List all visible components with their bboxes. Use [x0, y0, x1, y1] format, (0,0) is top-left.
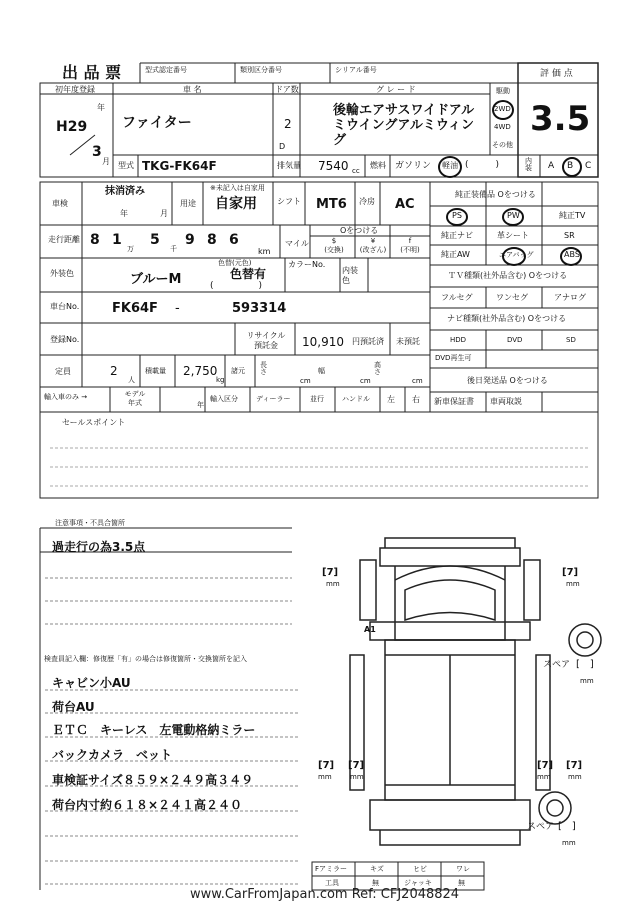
inspector-line-5: 車検証サイズ８５９×２４９高３４９ [52, 773, 254, 787]
color-no-label: カラーNo. [288, 260, 326, 269]
seats-label: 定員 [55, 367, 71, 376]
model-year-label: モデル 年式 [124, 390, 146, 407]
use-label: 用途 [180, 199, 196, 208]
length-cm: cm [300, 377, 311, 385]
import-parallel: 並行 [310, 395, 324, 403]
fuel-label: 燃料 [370, 161, 386, 170]
type-value: TKG-FK64F [142, 159, 217, 173]
tv-fullseg: フルセグ [441, 293, 473, 302]
nav-header: ナビ種類(社外品含む) Oをつける [447, 314, 567, 323]
tire-rl2-unit: mm [350, 773, 364, 781]
spare-bracket-1: [ ] [576, 659, 594, 670]
import-dealer: ディーラー [256, 395, 291, 403]
tire-rl1-unit: mm [318, 773, 332, 781]
inspector-line-6: 荷台内寸約６１８×２４１高２４０ [52, 798, 243, 812]
inspector-header: 検査員記入欄：修復歴「有」の場合は修復箇所・交換箇所を記入 [44, 655, 247, 663]
equip-sr: SR [564, 231, 575, 240]
interior-b: B [567, 161, 574, 171]
legend-jack: ジャッキ [404, 879, 432, 887]
spare-unit-2: mm [562, 839, 576, 847]
after-manual: 車両取説 [490, 397, 522, 406]
mileage-exchange: $ (交換) [324, 237, 344, 254]
drive-2wd: 2WD [494, 105, 511, 113]
sales-label: セールスポイント [62, 418, 126, 427]
mileage-digit-4: 9 [185, 232, 195, 248]
year-unit: 年 [97, 103, 105, 112]
fuel-selected: 軽油 [442, 161, 458, 170]
equip-abs: ABS [564, 250, 580, 259]
mileage-marking: Oをつける [340, 226, 379, 235]
shift-value: MT6 [316, 197, 347, 212]
interior-color-label: 内装 色 [342, 266, 358, 285]
legend-scratch: キズ [370, 865, 384, 873]
repaint-value: 色替有 [230, 267, 267, 281]
equip-tv: 純正TV [559, 211, 586, 220]
door-suffix: D [279, 142, 286, 151]
tire-fl: [7] [322, 567, 339, 578]
equip-ps: PS [452, 211, 462, 220]
after-warranty: 新車保証書 [434, 397, 474, 406]
import-label: 輸入車のみ → [44, 393, 88, 401]
tire-rl2: [7] [348, 760, 365, 771]
car-name-label: 車 名 [183, 85, 202, 94]
load-label: 積載量 [145, 367, 166, 375]
recycle-not: 未預託 [396, 337, 420, 346]
notes-header: 注意事項・不具合箇所 [55, 519, 125, 527]
interior-c: C [585, 161, 592, 171]
displacement-value: 7540 [318, 159, 349, 173]
mileage-digit-2: 1 [112, 232, 122, 248]
ac-label: 冷房 [359, 197, 375, 206]
equip-pw: PW [507, 211, 520, 220]
truck-diagram [350, 538, 601, 845]
mileage-km: km [258, 247, 271, 256]
seats-value: 2 [110, 364, 118, 378]
drive-label: 駆動 [496, 87, 510, 95]
model-cert-label: 型式認定番号 [145, 66, 187, 74]
legend-tools-value: 無 [372, 879, 379, 887]
seats-unit: 人 [128, 376, 135, 384]
dvd-label: DVD再生可 [435, 354, 472, 362]
handle-label: ハンドル [342, 395, 370, 403]
grade-value: 後輪エアサスワイドアルミウイングアルミウィング [333, 103, 475, 148]
equip-aw: 純正AW [441, 250, 470, 259]
width-label: 幅 [318, 367, 325, 375]
mileage-digit-5: 8 [207, 232, 217, 248]
repaint-paren: ( ) [210, 281, 263, 291]
tv-oneseg: ワンセグ [496, 293, 528, 302]
spare-unit-1: mm [580, 677, 594, 685]
tire-rr1-unit: mm [537, 773, 551, 781]
equip-ps-circle [446, 208, 468, 226]
displacement-unit: cc [352, 167, 360, 175]
legend-crack: ヒビ [413, 865, 427, 873]
equip-pw-circle [502, 208, 524, 226]
footer-watermark: www.CarFromJapan.com Ref: CFJ2048824 [190, 887, 460, 902]
use-value: 自家用 [215, 196, 257, 212]
tv-header: ＴＶ種類(社外品含む) Oをつける [448, 271, 568, 280]
grade-label: グ レ ー ド [376, 85, 416, 94]
first-reg-year: H29 [56, 119, 88, 135]
mileage-unknown: f (不明) [400, 237, 420, 254]
equip-leather: 革シート [497, 231, 529, 240]
doors-label: ドア数 [275, 85, 299, 94]
height-label: 高さ [374, 361, 381, 376]
import-year-unit: 年 [197, 401, 204, 409]
nav-dvd: DVD [507, 336, 523, 344]
equip-abs-circle [560, 247, 582, 266]
registration-label: 登録No. [50, 335, 80, 344]
inspector-line-2: 荷台AU [52, 700, 95, 714]
chassis-dash: - [175, 301, 180, 316]
tire-fl-unit: mm [326, 580, 340, 588]
car-name: ファイター [122, 115, 192, 131]
chassis-label: 車台No. [50, 302, 80, 311]
recycle-value: 10,910 [302, 335, 344, 349]
nav-sd: SD [566, 336, 576, 344]
ac-value: AC [395, 197, 415, 212]
tire-rr2-unit: mm [568, 773, 582, 781]
sheet-title: 出 品 票 [62, 63, 122, 82]
recycle-done: 円預託済 [352, 337, 384, 346]
shift-label: シフト [277, 197, 301, 206]
mileage-mile: マイル [285, 239, 309, 248]
legend-break: ワレ [456, 865, 470, 873]
tv-analog: アナログ [554, 293, 586, 302]
drive-other: その他 [492, 141, 513, 149]
inspection-month-unit: 月 [160, 209, 168, 218]
drive-2wd-circle [492, 100, 514, 120]
legend-jack-value: 無 [458, 879, 465, 887]
use-note: ※未記入は自家用 [210, 184, 265, 192]
equip-airbag: エアバッグ [499, 251, 534, 259]
mileage-sen: 千 [170, 245, 177, 253]
spare-label-1: スペア [543, 660, 571, 670]
spare-label-2: スペア [527, 822, 555, 832]
equip-navi: 純正ナビ [441, 231, 473, 240]
mileage-digit-6: 6 [229, 232, 239, 248]
inspection-label: 車検 [52, 199, 68, 208]
fuel-value: ガソリン [395, 161, 432, 171]
color-label: 外装色 [50, 269, 74, 278]
inspector-line-1: キャビン小AU [52, 676, 131, 690]
nav-hdd: HDD [450, 336, 467, 344]
interior-label: 内装 [525, 157, 532, 172]
first-reg-month: 3 [92, 144, 102, 160]
damage-mark: A1 [364, 625, 376, 634]
dims-label: 諸元 [231, 367, 245, 375]
inspection-year-unit: 年 [120, 209, 128, 218]
displacement-label: 排気量 [277, 161, 301, 170]
spare-bracket-2: [ ] [558, 821, 576, 832]
fuel-circle [438, 156, 462, 178]
category-label: 類別区分番号 [240, 66, 282, 74]
height-cm: cm [412, 377, 423, 385]
inspector-line-4: バックカメラ ベット [52, 748, 173, 762]
interior-circle [562, 157, 582, 177]
legend-tools: 工具 [325, 879, 339, 887]
doors-value: 2 [284, 117, 292, 131]
serial-label: シリアル番号 [335, 66, 377, 74]
load-value: 2,750 [183, 364, 218, 378]
tire-rr1: [7] [537, 760, 554, 771]
length-label: 長さ [260, 361, 267, 376]
tire-rr2: [7] [566, 760, 583, 771]
recycle-label: リサイクル 預託金 [246, 331, 286, 350]
tire-rl1: [7] [318, 760, 335, 771]
interior-a: A [548, 161, 555, 171]
type-label: 型式 [118, 161, 134, 170]
width-cm: cm [360, 377, 371, 385]
handle-right: 右 [412, 395, 420, 404]
mileage-label: 走行距離 [48, 235, 80, 244]
repaint-label: 色替(元色) [218, 259, 252, 267]
score-label: 評 価 点 [540, 69, 573, 79]
mileage-tampered: ¥ (改ざん) [359, 237, 387, 254]
legend-mirror: Fアミラー [315, 865, 348, 873]
mileage-man: 万 [127, 245, 134, 253]
handle-left: 左 [387, 395, 395, 404]
load-unit: kg [216, 376, 225, 384]
inspector-line-3: ＥＴＣ キーレス 左電動格納ミラー [52, 723, 256, 737]
notes-line-1: 過走行の為3.5点 [52, 540, 146, 554]
fuel-paren: ( ) [465, 160, 500, 170]
tire-fr: [7] [562, 567, 579, 578]
tire-fr-unit: mm [566, 580, 580, 588]
mileage-digit-1: 8 [90, 232, 100, 248]
chassis-prefix: FK64F [112, 301, 158, 316]
inspection-value: 抹消済み [105, 186, 145, 197]
drive-4wd: 4WD [494, 123, 511, 131]
month-unit: 月 [102, 157, 110, 166]
import-class-label: 輸入区分 [210, 395, 238, 403]
equip-airbag-circle [502, 247, 526, 266]
equipment-header: 純正装備品 Oをつける [455, 190, 536, 199]
color-value: ブルーM [130, 272, 182, 287]
score-value: 3.5 [530, 99, 591, 139]
after-header: 後日発送品 Oをつける [467, 376, 548, 385]
first-reg-label: 初年度登録 [55, 85, 95, 94]
chassis-number: 593314 [232, 301, 287, 316]
mileage-digit-3: 5 [150, 232, 160, 248]
